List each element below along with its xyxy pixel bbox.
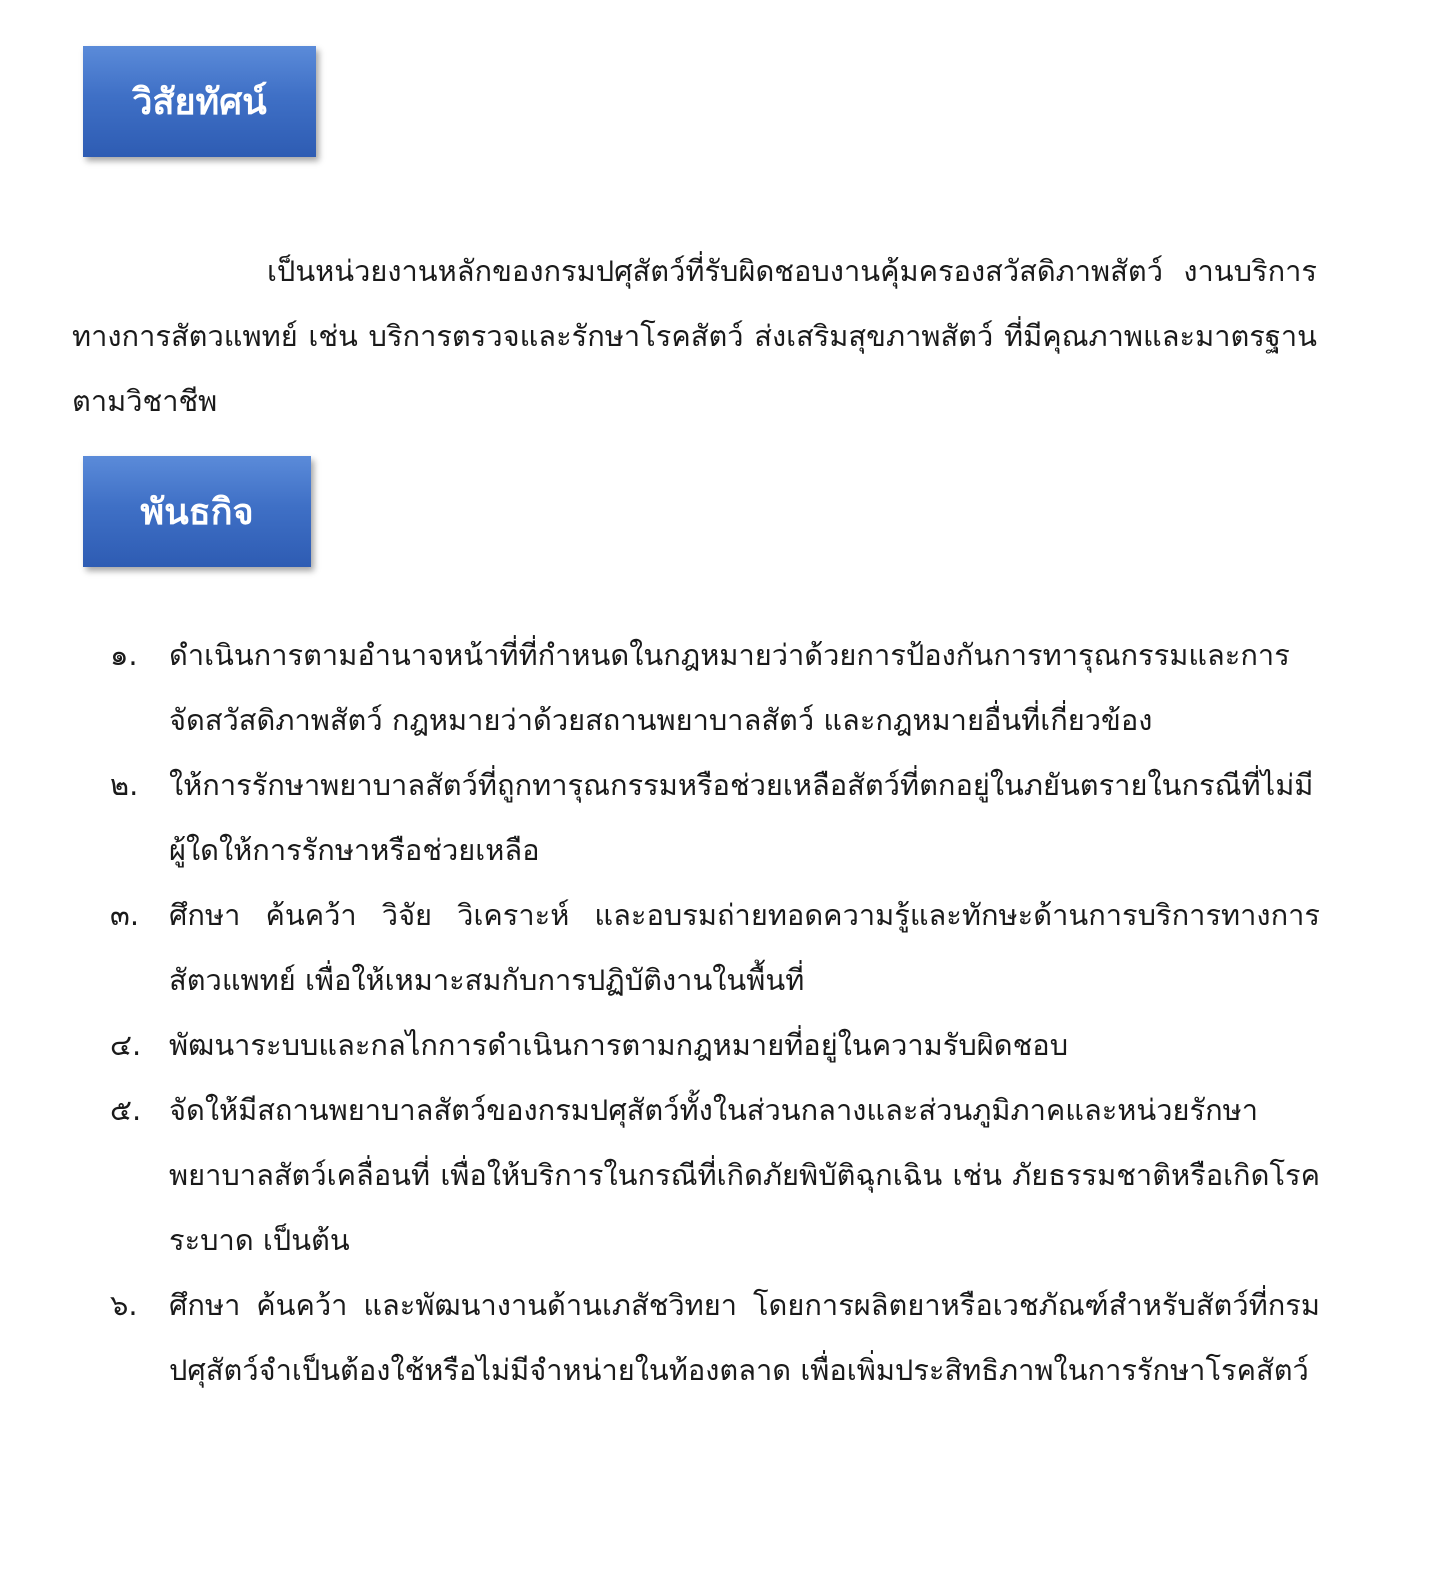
mission-list [110, 623, 1320, 1403]
mission-item-text: ศึกษา ค้นคว้า วิจัย วิเคราะห์ และอบรมถ่ายทอดความรู้และทักษะด้านการบริการทางการสัตวแพทย์ เพื่อให้เหมาะสมกับการปฏิบัติงานในพื้นที่ [169, 898, 1320, 997]
mission-item-text: จัดให้มีสถานพยาบาลสัตว์ของกรมปศุสัตว์ทั้งในส่วนกลางและส่วนภูมิภาคและหน่วยรักษาพยาบาลสัตว์เคลื่อนที่ เพื่อให้บริการในกรณีที่เกิดภัยพิบัติฉุกเฉิน เช่น ภัยธรรมชาติหรือเกิดโรคระบาด เป็นต้น [169, 1093, 1320, 1257]
mission-heading-label: พันธกิจ [140, 492, 254, 533]
mission-item-text: ศึกษา ค้นคว้า และพัฒนางานด้านเภสัชวิทยา โดยการผลิตยาหรือเวชภัณฑ์สำหรับสัตว์ที่กรมปศุสัตว์จำเป็นต้องใช้หรือไม่มีจำหน่ายในท้องตลาด เพื่อเพิ่มประสิทธิภาพในการรักษาโรคสัตว์ [169, 1288, 1320, 1387]
mission-item-text: ดำเนินการตามอำนาจหน้าที่ที่กำหนดในกฎหมายว่าด้วยการป้องกันการทารุณกรรมและการจัดสวัสดิภาพสัตว์ กฎหมายว่าด้วยสถานพยาบาลสัตว์ และกฎหมายอื่นที่เกี่ยวข้อง [169, 638, 1290, 737]
mission-item-number: ๔. [110, 1028, 142, 1062]
mission-item-number: ๒. [110, 768, 139, 802]
mission-item [110, 1273, 1320, 1403]
mission-item-number: ๑. [110, 638, 138, 672]
mission-item [110, 1013, 1320, 1078]
mission-item-number: ๖. [110, 1288, 138, 1322]
mission-item [110, 883, 1320, 1013]
mission-item-text: พัฒนาระบบและกลไกการดำเนินการตามกฎหมายที่อยู่ในความรับผิดชอบ [169, 1028, 1069, 1062]
mission-item [110, 753, 1320, 883]
mission-heading [83, 456, 311, 567]
mission-item [110, 1078, 1320, 1273]
mission-item-text: ให้การรักษาพยาบาลสัตว์ที่ถูกทารุณกรรมหรือช่วยเหลือสัตว์ที่ตกอยู่ในภยันตรายในกรณีที่ไม่มีผู้ใดให้การรักษาหรือช่วยเหลือ [169, 768, 1314, 867]
vision-heading [83, 46, 316, 157]
mission-item-number: ๓. [110, 898, 140, 932]
mission-item-number: ๕. [110, 1093, 142, 1127]
vision-paragraph: เป็นหน่วยงานหลักของกรมปศุสัตว์ที่รับผิดชอบงานคุ้มครองสวัสดิภาพสัตว์ งานบริการทางการสัตวแพทย์ เช่น บริการตรวจและรักษาโรคสัตว์ ส่งเสริมสุขภาพสัตว์ ที่มีคุณภาพและมาตรฐานตามวิชาชีพ [72, 254, 1317, 418]
mission-item [110, 623, 1320, 753]
vision-heading-label: วิสัยทัศน์ [132, 82, 267, 123]
